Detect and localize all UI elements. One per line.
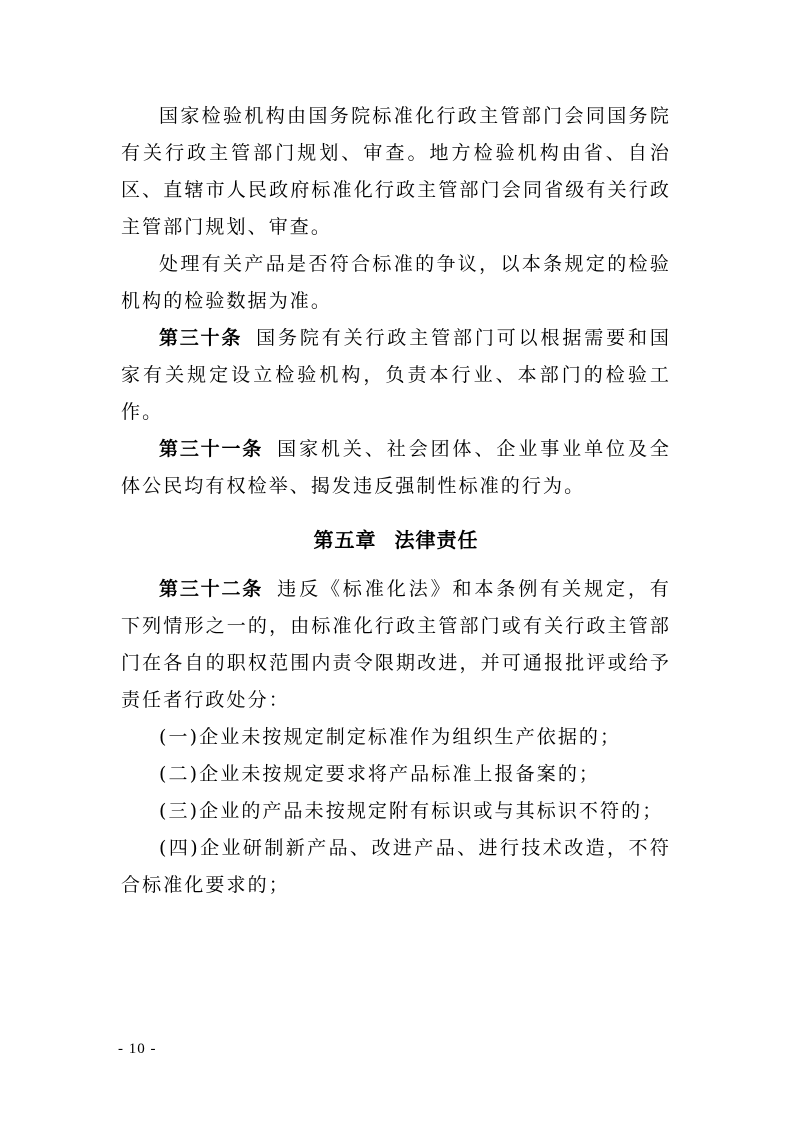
paragraph-text: 违反《标准化法》和本条例有关规定，有下列情形之一的，由标准化行政主管部门或有关行政主管部门在各自的职权范围内责令限期改进，并可通报批评或给予责任者行政处分：: [121, 578, 671, 711]
paragraph-text: (四)企业研制新产品、改进产品、进行技术改造，不符合标准化要求的；: [121, 837, 671, 896]
paragraph-text: (二)企业未按规定要求将产品标准上报备案的；: [159, 763, 601, 785]
chapter-title: 法律责任: [394, 528, 479, 552]
list-item: [121, 719, 671, 756]
paragraph: [121, 431, 671, 505]
chapter-number: 第五章: [313, 528, 377, 552]
paragraph-text: (三)企业的产品未按规定附有标识或与其标识不符的；: [159, 800, 664, 822]
paragraph-text: (一)企业未按规定制定标准作为组织生产依据的；: [159, 726, 622, 748]
article-number: 第三十一条: [159, 438, 264, 460]
paragraph-text: 国务院有关行政主管部门可以根据需要和国家有关规定设立检验机构，负责本行业、本部门的检验工作。: [121, 327, 671, 423]
paragraph-text: 处理有关产品是否符合标准的争议，以本条规定的检验机构的检验数据为准。: [121, 253, 671, 312]
list-item: [121, 830, 671, 904]
paragraph: [121, 98, 671, 246]
article-number: 第三十二条: [159, 578, 264, 600]
list-item: [121, 756, 671, 793]
paragraph-text: 国家检验机构由国务院标准化行政主管部门会同国务院有关行政主管部门规划、审查。地方检验机构由省、自治区、直辖市人民政府标准化行政主管部门会同省级有关行政主管部门规划、审查。: [121, 105, 671, 238]
chapter-heading: [121, 525, 671, 555]
paragraph: [121, 571, 671, 719]
page-number: - 10 -: [118, 1041, 157, 1057]
paragraph-text: 国家机关、社会团体、企业事业单位及全体公民均有权检举、揭发违反强制性标准的行为。: [121, 438, 671, 497]
article-number: 第三十条: [159, 327, 243, 349]
paragraph: [121, 320, 671, 431]
page-body: [121, 98, 671, 904]
paragraph: [121, 246, 671, 320]
list-item: [121, 793, 671, 830]
